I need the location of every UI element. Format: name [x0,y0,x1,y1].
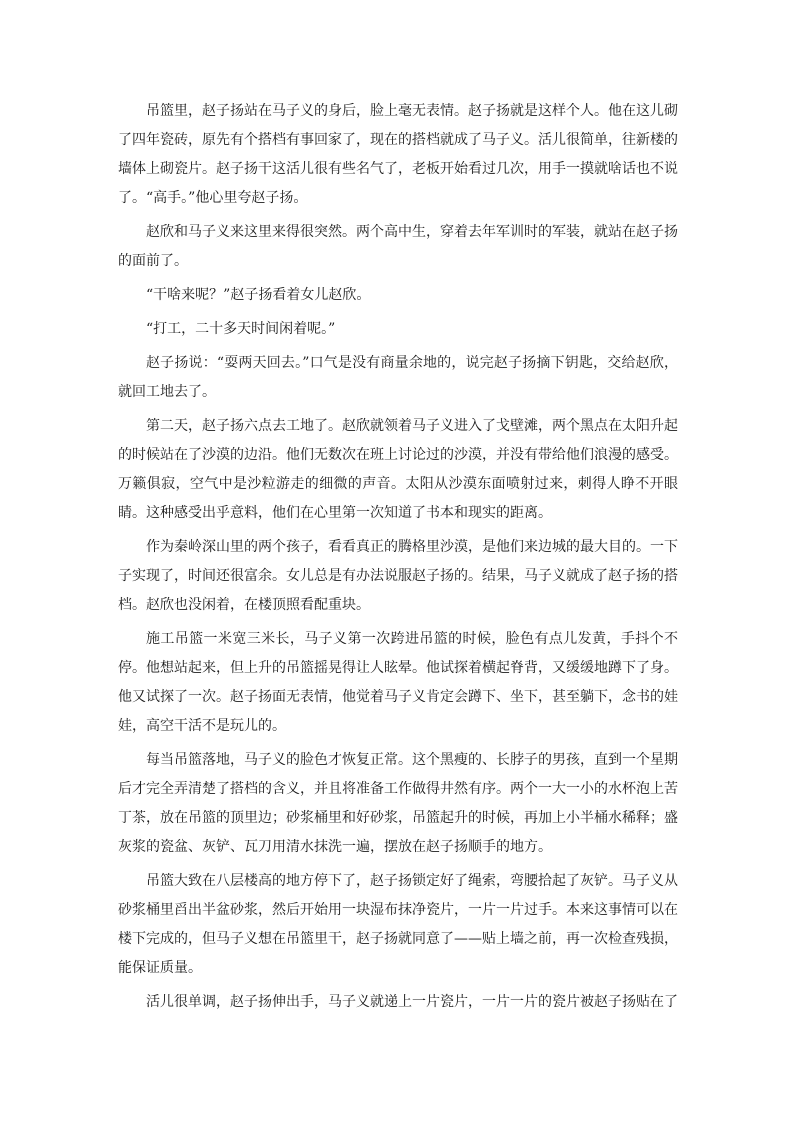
paragraph-11: 活儿很单调，赵子扬伸出手，马子义就递上一片瓷片，一片一片的瓷片被赵子扬贴在了 [146,994,678,1010]
paragraph-10: 吊篮大致在八层楼高的地方停下了，赵子扬锁定好了绳索，弯腰拾起了灰铲。马子义从砂浆桶里舀出半盆砂浆，然后开始用一块湿布抹净瓷片，一片一片过手。本来这事情可以在楼下完成的，但马子义想在吊篮里干，赵子扬就同意了——贴上墙之前，再一次检查残损，能保证质量。 [118,873,678,976]
paragraph-6: 第二天，赵子扬六点去工地了。赵欣就领着马子义进入了戈壁滩，两个黑点在太阳升起的时候站在了沙漠的边沿。他们无数次在班上讨论过的沙漠，并没有带给他们浪漫的感受。万籁俱寂，空气中是沙粒游走的细微的声音。太阳从沙漠东面喷射过来，刺得人睁不开眼睛。这种感受出乎意料，他们在心里第一次知道了书本和现实的距离。 [118,418,678,521]
paragraph-2: 赵欣和马子义来这里来得很突然。两个高中生，穿着去年军训时的军装，就站在赵子扬的面前了。 [118,224,678,269]
paragraph-7: 作为秦岭深山里的两个孩子，看看真正的腾格里沙漠，是他们来边城的最大目的。一下子实现了，时间还很富余。女儿总是有办法说服赵子扬的。结果，马子义就成了赵子扬的搭档。赵欣也没闲着，在楼顶照看配重块。 [118,539,678,613]
paragraph-1: 吊篮里，赵子扬站在马子义的身后，脸上毫无表情。赵子扬就是这样个人。他在这儿砌了四年瓷砖，原先有个搭档有事回家了，现在的搭档就成了马子义。活儿很简单，往新楼的墙体上砌瓷片。赵子扬干这活儿很有些名气了，老板开始看过几次，用手一摸就啥话也不说了。“高手。”他心里夸赵子扬。 [118,103,678,206]
paragraph-3: “干啥来呢？”赵子扬看着女儿赵欣。 [146,287,371,303]
paragraph-8: 施工吊篮一米宽三米长，马子义第一次跨进吊篮的时候，脸色有点儿发黄，手抖个不停。他想站起来，但上升的吊篮摇晃得让人眩晕。他试探着横起脊背，又缓缓地蹲下了身。他又试探了一次。赵子扬面无表情，他觉着马子义肯定会蹲下、坐下，甚至躺下，念书的娃娃，高空干活不是玩儿的。 [118,631,678,734]
paragraph-9: 每当吊篮落地，马子义的脸色才恢复正常。这个黑瘦的、长脖子的男孩，直到一个星期后才完全弄清楚了搭档的含义，并且将准备工作做得井然有序。两个一大一小的水杯泡上苦丁茶，放在吊篮的顶里边；砂浆桶里和好砂浆，吊篮起升的时候，再加上小半桶水稀释；盛灰浆的瓷盆、灰铲、瓦刀用清水抹洗一遍，摆放在赵子扬顺手的地方。 [118,752,678,855]
article-body [118,97,678,1022]
paragraph-5: 赵子扬说：“耍两天回去。”口气是没有商量余地的，说完赵子扬摘下钥匙，交给赵欣，就回工地去了。 [118,355,678,400]
paragraph-4: “打工，二十多天时间闲着呢。” [146,321,336,337]
